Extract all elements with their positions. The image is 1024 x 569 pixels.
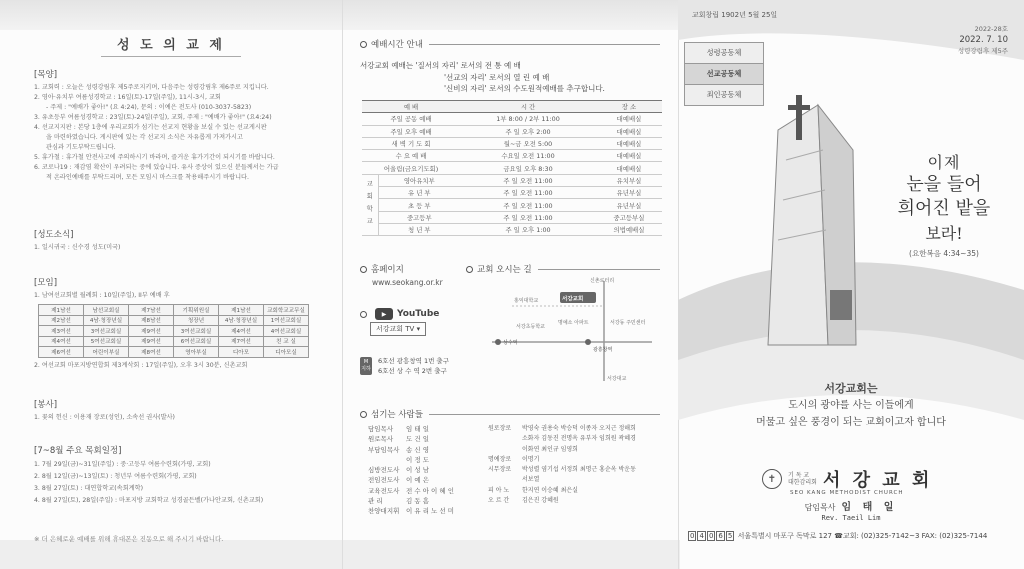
tab-sinner-community[interactable]: 죄인공동체 xyxy=(684,84,764,106)
table-cell: 유치부실 xyxy=(596,174,662,186)
zip-digit: 5 xyxy=(727,532,733,540)
staff-role: 찬양대지휘 xyxy=(368,507,400,516)
subway-info xyxy=(378,356,449,376)
logo-small-text xyxy=(788,472,817,486)
station-marker xyxy=(585,339,591,345)
staff-row xyxy=(368,455,454,465)
homepage-heading xyxy=(360,263,404,275)
table-row xyxy=(362,174,662,186)
staff-role: 교육전도사 xyxy=(368,486,400,495)
staff-names: 이 유 리 노 선 미 xyxy=(406,507,455,516)
logo-small-line: 대한감리회 xyxy=(788,479,817,486)
table-cell: 5여선교회실 xyxy=(84,336,129,347)
mission-line: 도시의 광야를 사는 이들에게 xyxy=(788,400,914,411)
map-label: 홍익대학교 xyxy=(514,298,539,304)
text-line: 1. 교회력 : 오늘은 성령강림후 제5주로지키며, 다음주는 성령강림후 제6주로 지킵니다. xyxy=(34,84,269,91)
table-row xyxy=(362,211,662,223)
staff-row xyxy=(488,486,636,496)
community-tabs xyxy=(684,42,764,105)
divider xyxy=(429,414,660,415)
table-cell: 제9여선 xyxy=(129,326,174,337)
bullet-icon xyxy=(360,411,367,418)
staff-names: 김 동 흠 xyxy=(406,497,429,506)
verse-line: 눈을 들어 xyxy=(906,174,982,195)
pastor-name: 임 태 일 xyxy=(841,502,898,513)
table-cell: 유 년 부 xyxy=(378,187,460,199)
table-row xyxy=(362,125,662,137)
issue-date xyxy=(958,35,1008,46)
staff-row xyxy=(488,445,636,455)
footer-note: ※ 더 은혜로운 예배를 위해 휴대폰은 진동으로 해 주시기 바랍니다. xyxy=(34,535,224,543)
logo-main-text: 서 강 교 회 xyxy=(822,470,933,491)
staff-row xyxy=(488,475,636,485)
table-cell: 1부 8:00 / 2부 11:00 xyxy=(460,113,596,125)
zip-digit: 0 xyxy=(708,532,714,540)
bullet-icon xyxy=(466,266,473,273)
column-header: 시 간 xyxy=(460,101,596,113)
table-cell: 대예배실 xyxy=(596,125,662,137)
section-heading: [모임] xyxy=(34,278,58,288)
column-header: 예 배 xyxy=(362,101,460,113)
church-emblem-icon: ✝ xyxy=(762,469,782,489)
worship-heading-text: 예배시간 안내 xyxy=(371,40,423,50)
logo-small-line: 기 독 교 xyxy=(788,472,810,479)
staff-row xyxy=(488,496,636,506)
staff-role: 전임전도사 xyxy=(368,476,400,485)
table-cell: 대예배실 xyxy=(596,162,662,174)
staff-names: 서보열 xyxy=(522,476,540,484)
staff-names: 박영숙 권용숙 박승덕 이종자 오지근 정해희 xyxy=(522,425,636,432)
divider xyxy=(538,269,660,270)
table-cell: 대예배실 xyxy=(596,137,662,149)
staff-list-left xyxy=(368,424,454,517)
text-line: 4. 선교지지판 : 본당 1층에 우리교회가 섬기는 선교지 현황을 보실 수 있는 선교게시판 xyxy=(34,124,267,131)
church-logo xyxy=(762,466,932,492)
divider xyxy=(429,44,660,45)
edu-label: 교회학교 xyxy=(362,174,378,235)
table-cell: 금요일 오후 8:30 xyxy=(460,162,596,174)
table-row xyxy=(39,347,309,358)
table-row xyxy=(362,187,662,199)
table-cell: 4남·청장년실 xyxy=(84,315,129,326)
table-cell: 4남·청장년실 xyxy=(219,315,264,326)
zip-digit: 4 xyxy=(699,532,704,540)
text-line: 을 마련하였습니다. 게시판에 있는 각 선교지 소식은 자유롭게 가져가시고 xyxy=(46,134,244,141)
table-cell: 제9여선 xyxy=(129,336,174,347)
staff-row xyxy=(368,486,454,496)
intro-line: '선교의 자리' 로서의 열 린 예 배 xyxy=(444,72,550,82)
text-line: 2. 8월 12일(금)~13일(토) : 청년부 여름수련회(가평, 교회) xyxy=(34,473,197,480)
intro-line: '신비의 자리' 로서의 수도원적예배를 추구합니다. xyxy=(444,84,605,93)
table-cell: 제1남선 xyxy=(219,305,264,316)
table-row xyxy=(39,305,309,316)
text-line: 1. 7월 29일(금)~31일(주일) : 중·고등부 여름수련회(가평, 교회) xyxy=(34,461,211,468)
table-cell: 어울림(금요기도회) xyxy=(362,162,460,174)
table-row xyxy=(39,315,309,326)
intro-line: 서강교회 예배는 '질서의 자리' 로서의 전 통 예 배 xyxy=(360,61,521,70)
fellowship-panel xyxy=(0,0,342,569)
address-text: 서울특별시 마포구 독막로 127 ☎교회: (02)325-7142~3 FAX: (02)325-7144 xyxy=(737,532,988,540)
map-label: 명예소 아파트 xyxy=(558,320,589,326)
table-cell: 중고등부실 xyxy=(596,211,662,223)
worship-panel xyxy=(342,0,678,569)
founded-date: 교회창립 1902년 5월 25일 xyxy=(692,11,778,19)
issue-number: 2022-28호 xyxy=(974,25,1008,33)
table-row xyxy=(362,150,662,162)
staff-names: 김은진 강혜원 xyxy=(522,497,559,505)
staff-heading xyxy=(360,408,660,420)
meeting-table xyxy=(38,304,309,358)
table-cell: 주 일 오전 11:00 xyxy=(460,199,596,211)
text-line: 관심과 기도부탁드립니다. xyxy=(46,144,116,151)
table-cell: 새 벽 기 도 회 xyxy=(362,137,460,149)
youtube-channel-box[interactable] xyxy=(370,322,426,336)
staff-row xyxy=(368,424,454,434)
mission-statement xyxy=(678,380,1024,431)
mission-line: 서강교회는 xyxy=(824,382,878,395)
church-building-icon xyxy=(768,95,856,345)
staff-names: 이 예 은 xyxy=(406,476,429,485)
liturgical-season: 성령강림후 제5주 xyxy=(957,47,1008,55)
table-cell: 수요일 오전 11:00 xyxy=(460,150,596,162)
table-cell: 제6여선 xyxy=(39,347,84,358)
table-cell: 주 일 오전 11:00 xyxy=(460,211,596,223)
table-cell: 6여선교회실 xyxy=(174,336,219,347)
pastor-english-name: Rev. Taeil Lim xyxy=(821,514,881,522)
section-meetings xyxy=(34,276,309,371)
section-heading: [성도소식] xyxy=(34,230,74,240)
issue-info xyxy=(958,24,1008,57)
text-line: 2. 여선교회 마포지방연합회 제3계삭회 : 17일(주일), 오후 3시 30분, 신촌교회 xyxy=(34,361,248,369)
fellowship-title: 성 도 의 교 제 xyxy=(0,34,342,57)
youtube-channel: 서강교회 TV xyxy=(376,325,415,333)
table-cell: 중고등부 xyxy=(378,211,460,223)
section-heading: [7~8월 주요 목회일정] xyxy=(34,446,122,456)
station-marker xyxy=(495,339,501,345)
staff-names: 도 건 일 xyxy=(406,435,429,444)
table-row xyxy=(362,199,662,211)
directions-heading-text: 교회 오시는 길 xyxy=(477,265,532,275)
staff-row xyxy=(368,465,454,475)
text-line: 3. 유초등부 여름성경학교 : 23일(토)-24일(주일), 교회, 주제 : "예배가 좋아!" (요4:24) xyxy=(34,114,272,121)
text-line: 1. 남여선교회별 월례회 : 10일(주일), II부 예배 후 xyxy=(34,292,170,299)
text-line: 6. 코로나19 : 재감염 확산이 우려되는 중에 있습니다. 유사 증상이 있으신 분들께서는 가급 xyxy=(34,164,279,171)
text-line: - 주제 : "예배가 좋아!" (요 4:24), 문의 : 이예은 전도사 (010-3037-5823) xyxy=(46,104,252,111)
table-cell: 월~금 오전 5:00 xyxy=(460,137,596,149)
table-cell: 1여선교회실 xyxy=(264,315,309,326)
homepage-link[interactable]: www.seokang.or.kr xyxy=(372,278,443,287)
logo-english-text: SEO KANG METHODIST CHURCH xyxy=(790,490,904,496)
date-text: 2022. 7. 10 xyxy=(959,35,1008,45)
subway-icon: M 지하 xyxy=(360,357,372,375)
verse-reference: (요한복음 4:34~35) xyxy=(909,249,979,258)
map-label: 서강교회 xyxy=(562,296,584,303)
worship-table xyxy=(362,100,662,236)
subway-line: 6호선 상 수 역 2번 출구 xyxy=(378,367,447,375)
table-cell: 주일 오후 예배 xyxy=(362,125,460,137)
table-cell: 유년부실 xyxy=(596,199,662,211)
verse-line: 보라! xyxy=(925,224,963,243)
table-cell: 4여선교회실 xyxy=(264,326,309,337)
table-cell: 제7여선 xyxy=(219,336,264,347)
map-label: 광흥창역 xyxy=(593,347,613,353)
table-cell: 3여선교회실 xyxy=(174,326,219,337)
staff-row xyxy=(488,465,636,475)
staff-names: 소화자 김동진 전명옥 유부자 임희원 곽혜경 xyxy=(522,435,636,443)
staff-row xyxy=(368,506,454,516)
table-cell: 제7남선 xyxy=(129,305,174,316)
table-cell: 제8남선 xyxy=(129,315,174,326)
table-cell: 청장년 xyxy=(174,315,219,326)
table-cell: 주일 공동 예배 xyxy=(362,113,460,125)
table-cell: 청 년 부 xyxy=(378,223,460,235)
tab-mission-community[interactable]: 선교공동체 xyxy=(684,63,764,85)
staff-role: 관 리 xyxy=(368,497,383,506)
verse-line: 희어진 밭을 xyxy=(897,198,991,219)
worship-heading xyxy=(360,38,660,50)
zip-digit: 6 xyxy=(718,532,723,540)
table-cell: 영아유치부 xyxy=(378,174,460,186)
staff-row xyxy=(488,424,636,434)
staff-names: 임 태 일 xyxy=(406,425,429,433)
table-cell: 주 일 오전 11:00 xyxy=(460,187,596,199)
staff-role: 원로목사 xyxy=(368,435,394,444)
map-label: 상수역 xyxy=(503,340,518,346)
section-heading: [목양] xyxy=(34,70,58,80)
section-schedule xyxy=(34,444,263,507)
youtube-icon: ▶ xyxy=(375,308,393,320)
staff-role: 오 르 간 xyxy=(488,497,510,505)
section-heading: [봉사] xyxy=(34,400,58,410)
table-cell: 제1남선 xyxy=(39,305,84,316)
table-cell: 제8여선 xyxy=(129,347,174,358)
table-row xyxy=(39,336,309,347)
section-pastoral xyxy=(34,68,279,183)
bullet-icon xyxy=(360,266,367,273)
staff-row xyxy=(488,455,636,465)
staff-row xyxy=(368,496,454,506)
verse-line: 이제 xyxy=(927,153,961,172)
staff-list-right xyxy=(488,424,636,506)
subway-line: 6호선 광흥창역 1번 출구 xyxy=(378,357,449,365)
table-row xyxy=(362,162,662,174)
table-header-row xyxy=(362,101,662,113)
table-cell: 제2남선 xyxy=(39,315,84,326)
text-line: 적 온라인예배를 부탁드리며, 모든 모임시 마스크를 착용해주시기 바랍니다. xyxy=(46,174,249,181)
text-line: 2. 영아·유치부 여름성경학교 : 16일(토)-17일(주일), 11시-3시, 교회 xyxy=(34,94,221,101)
mission-line: 머물고 싶은 풍경이 되는 교회이고자 합니다 xyxy=(756,417,946,428)
youtube-heading xyxy=(360,308,439,320)
staff-role: 담임목사 xyxy=(368,425,394,433)
table-cell: 유년부실 xyxy=(596,187,662,199)
table-row xyxy=(362,137,662,149)
table-cell: 남선교회실 xyxy=(84,305,129,316)
senior-pastor xyxy=(678,502,1024,524)
table-cell: 제4여선 xyxy=(219,326,264,337)
text-line: 1. 일시귀국 : 신수경 성도(미국) xyxy=(34,244,121,251)
table-cell: 제3여선 xyxy=(39,326,84,337)
text-line: 4. 8월 27일(토), 28일(주일) : 마포지방 교회학교 성경골든벨(가나안교회, 신촌교회) xyxy=(34,497,264,504)
table-row xyxy=(39,326,309,337)
table-row xyxy=(362,113,662,125)
text-line: 5. 휴가철 : 휴가철 안전사고에 주의하시기 바라며, 즐거운 휴가기간이 되시기를 바랍니다. xyxy=(34,154,275,161)
text-line: 1. 꽃의 헌신 : 이용재 장로(성인), 소속선 권사(발사) xyxy=(34,414,175,421)
column-header: 장 소 xyxy=(596,101,662,113)
staff-names: 이 성 남 xyxy=(406,466,429,475)
staff-role: 부담임목사 xyxy=(368,445,400,454)
table-cell: 어린이부실 xyxy=(84,347,129,358)
table-cell: 주 일 오전 11:00 xyxy=(460,174,596,186)
table-cell: 디아모실 xyxy=(264,347,309,358)
zip-digit: 0 xyxy=(690,532,695,540)
staff-row xyxy=(368,434,454,444)
table-cell: 디아모 xyxy=(219,347,264,358)
table-row xyxy=(362,223,662,235)
section-service xyxy=(34,398,175,423)
map-label: 서강대교 xyxy=(607,376,627,382)
map-label: 서강동 주민센터 xyxy=(610,320,646,326)
staff-row xyxy=(368,475,454,485)
staff-role: 명예장로 xyxy=(488,455,512,463)
staff-heading-text: 섬기는 사람들 xyxy=(371,410,423,420)
map-label: 신촌로터리 xyxy=(590,278,615,284)
table-cell: 수 요 예 배 xyxy=(362,150,460,162)
staff-role: 피 아 노 xyxy=(488,486,510,494)
bullet-icon xyxy=(360,41,367,48)
table-cell: 교회학교교무실 xyxy=(264,305,309,316)
worship-intro xyxy=(360,60,605,95)
table-cell: 3여선교회실 xyxy=(84,326,129,337)
table-cell: 대예배실 xyxy=(596,150,662,162)
table-cell: 대예배실 xyxy=(596,113,662,125)
table-cell: 제4여선 xyxy=(39,336,84,347)
bullet-icon xyxy=(360,311,367,318)
table-cell: 친 교 실 xyxy=(264,336,309,347)
table-cell: 주 일 오후 1:00 xyxy=(460,223,596,235)
homepage-heading-text: 홈페이지 xyxy=(371,265,404,275)
staff-role: 시무장로 xyxy=(488,466,512,474)
staff-names: 이 정 도 xyxy=(406,455,429,464)
directions-heading xyxy=(466,263,660,275)
staff-names: 박성렬 염기섭 서정희 최명근 홍순옥 박운동 xyxy=(522,466,636,474)
staff-row xyxy=(488,434,636,444)
staff-names: 이화연 최인규 임영희 xyxy=(522,445,578,453)
text-line: 3. 8월 27일(토) : 대연합학교(속회계학) xyxy=(34,485,144,492)
section-member-news xyxy=(34,228,120,253)
chevron-down-icon: ▾ xyxy=(416,325,421,333)
directions-map xyxy=(482,276,657,386)
church-address xyxy=(688,531,987,541)
table-cell: 영아부실 xyxy=(174,347,219,358)
staff-row xyxy=(368,445,454,455)
cover-verse xyxy=(874,150,1014,259)
cover-panel xyxy=(678,0,1024,569)
table-cell: 기획위원실 xyxy=(174,305,219,316)
staff-role: 원로장로 xyxy=(488,425,512,432)
staff-names: 한지연 이승혜 최은실 xyxy=(522,486,578,494)
staff-names: 이명기 xyxy=(522,455,540,463)
staff-role: 심방전도사 xyxy=(368,466,400,475)
staff-names: 전 수 아 이 혜 인 xyxy=(406,486,455,495)
youtube-label: YouTube xyxy=(397,309,440,319)
pastor-label: 담임목사 xyxy=(804,503,836,512)
map-label: 서강초등학교 xyxy=(516,324,545,330)
table-cell: 의법예배실 xyxy=(596,223,662,235)
tab-spirit-community[interactable]: 성령공동체 xyxy=(684,42,764,64)
staff-names: 송 신 영 xyxy=(406,445,429,454)
table-cell: 초 등 부 xyxy=(378,199,460,211)
table-cell: 주 일 오후 2:00 xyxy=(460,125,596,137)
